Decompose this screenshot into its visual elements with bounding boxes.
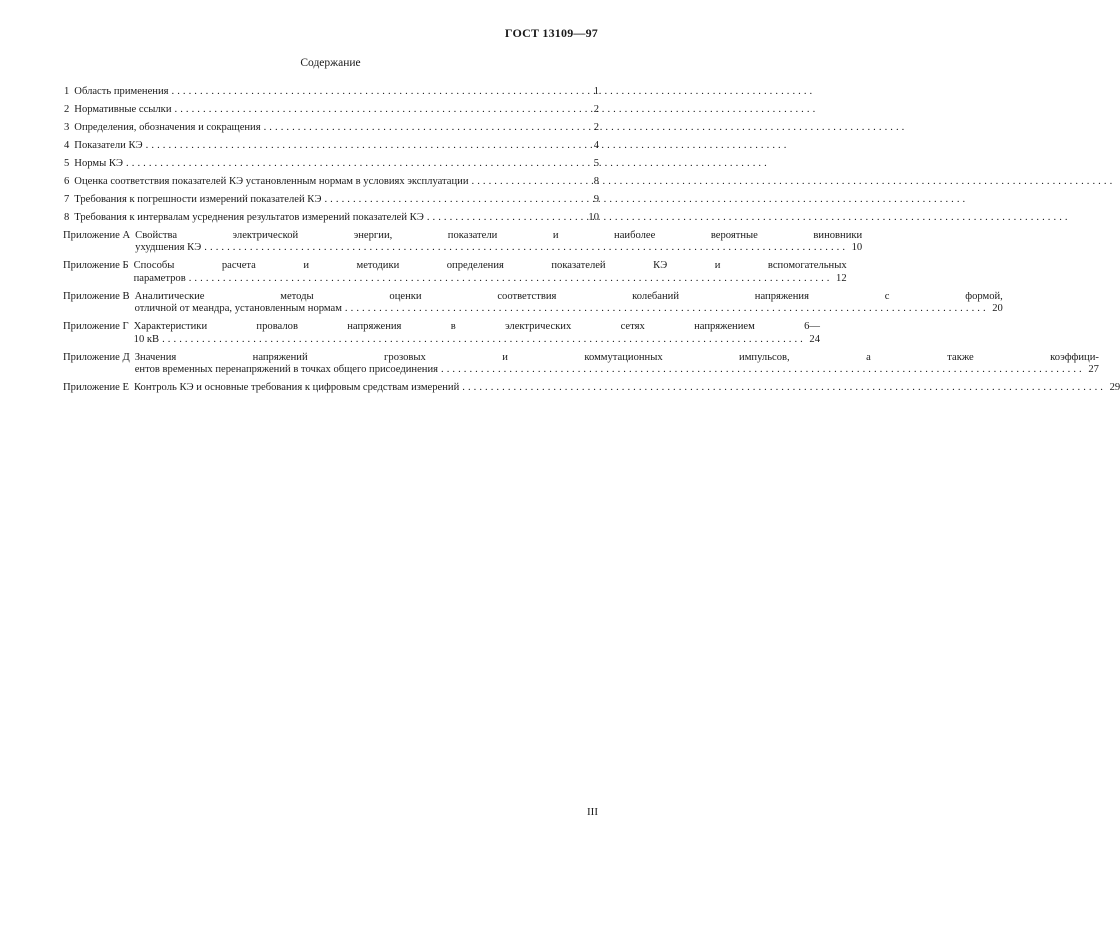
toc-appendix-entry[interactable] — [63, 321, 821, 346]
toc-leader-dots — [204, 242, 845, 254]
toc-leader-dots — [324, 194, 582, 206]
appendix-title-line1: Способы расчета и методики определения показателей КЭ и вспомогательных — [133, 260, 847, 272]
toc-leader-dots — [462, 382, 1103, 394]
toc-entry[interactable] — [63, 104, 599, 116]
toc-entry-number: 3 — [64, 122, 70, 133]
toc-entry-title: Область применения — [74, 86, 169, 97]
toc-entry[interactable] — [63, 194, 599, 206]
appendix-body — [135, 352, 1099, 377]
toc-entry-page: 24 — [809, 333, 821, 345]
appendix-title-line2-row — [135, 303, 1003, 315]
toc-title: Содержание — [300, 57, 361, 69]
toc-leader-dots — [427, 212, 582, 224]
table-of-contents — [63, 86, 1120, 400]
appendix-title-line2: ухудшения КЭ — [135, 242, 202, 254]
toc-entry-number: 6 — [64, 176, 70, 187]
appendix-body — [135, 230, 862, 255]
toc-entry-number: 2 — [64, 104, 70, 115]
toc-entry-page: 10 — [851, 242, 863, 254]
appendix-title-line2: ентов временных перенапряжений в точках общего присоединения — [134, 364, 438, 376]
toc-entry-page: 29 — [1109, 382, 1120, 394]
toc-leader-dots — [264, 122, 582, 134]
toc-entry-page: 2 — [593, 122, 599, 133]
toc-leader-dots — [345, 303, 986, 315]
toc-entry-page: 2 — [593, 104, 599, 115]
appendix-title-line2-row — [135, 364, 1099, 376]
toc-entry-number: 1 — [64, 86, 70, 97]
appendix-label: Приложение А — [63, 230, 131, 241]
toc-entry-page: 9 — [593, 194, 599, 205]
toc-entry-title: Определения, обозначения и сокращения — [74, 122, 261, 133]
appendix-title-line2-row — [135, 242, 862, 254]
appendix-label: Приложение Г — [63, 321, 129, 333]
toc-entry-number: 7 — [64, 194, 70, 205]
appendix-label: Приложение Д — [63, 351, 130, 363]
toc-entry-page: 27 — [1088, 364, 1099, 376]
toc-entry-page: 12 — [836, 272, 847, 284]
toc-entry-title: Требования к погрешности измерений показателей КЭ — [74, 194, 322, 205]
toc-appendix-entry[interactable] — [63, 290, 1003, 316]
appendix-title-line2: 10 кВ — [133, 333, 160, 345]
appendix-body — [135, 291, 1003, 316]
appendix-label: Приложение Б — [63, 260, 129, 272]
appendix-title-line1: Свойства электрической энергии, показатели и наиболее вероятные виновники — [135, 230, 863, 241]
toc-entry-page: 1 — [593, 86, 599, 97]
page-number: III — [587, 806, 598, 818]
toc-entry-page: 8 — [593, 176, 599, 187]
appendix-title-line1: Контроль КЭ и основные требования к цифровым средствам измерений — [133, 382, 460, 394]
toc-entry-page: 20 — [992, 303, 1003, 315]
appendix-title-line1: Аналитические методы оценки соответствия колебаний напряжения с формой, — [134, 290, 1003, 302]
appendix-body — [134, 321, 820, 346]
toc-entry-number: 4 — [64, 140, 70, 151]
toc-appendix-entry[interactable] — [63, 351, 1099, 377]
appendix-body — [134, 260, 847, 285]
toc-entry[interactable] — [63, 212, 599, 224]
toc-leader-dots — [175, 104, 582, 116]
toc-entry-title: Оценка соответствия показателей КЭ установленным нормам в условиях эксплуатации — [74, 176, 469, 187]
toc-leader-dots — [472, 176, 582, 188]
toc-leader-dots — [441, 364, 1082, 376]
appendix-single-row — [134, 382, 1120, 394]
toc-entry-number: 8 — [64, 212, 70, 223]
appendix-title-line2-row — [134, 273, 847, 285]
toc-entry-page: 10 — [588, 212, 599, 223]
toc-entry-page: 4 — [593, 140, 599, 151]
toc-leader-dots — [172, 86, 583, 98]
toc-entry[interactable] — [63, 122, 599, 134]
toc-entry-title: Нормы КЭ — [74, 158, 124, 169]
toc-entry[interactable] — [63, 176, 599, 188]
toc-entry-title: Нормативные ссылки — [74, 104, 172, 115]
toc-entry[interactable] — [63, 140, 599, 152]
toc-appendix-entry[interactable] — [63, 382, 1120, 394]
toc-appendix-entry[interactable] — [63, 260, 847, 285]
toc-entry-title: Показатели КЭ — [74, 140, 143, 151]
document-code: ГОСТ 13109—97 — [504, 26, 598, 40]
appendix-label: Приложение В — [63, 290, 130, 302]
toc-entry[interactable] — [63, 158, 599, 170]
appendix-title-line1: Характеристики провалов напряжения в электрических сетях напряжением 6— — [133, 321, 821, 333]
toc-entry-page: 5 — [593, 158, 599, 169]
toc-entry[interactable] — [63, 86, 599, 98]
toc-leader-dots — [146, 140, 582, 152]
toc-appendix-entry[interactable] — [63, 230, 863, 255]
appendix-title-line1: Значения напряжений грозовых и коммутационных импульсов, а также коэффици- — [134, 351, 1099, 363]
appendix-title-line2-row — [134, 334, 820, 346]
toc-entry-title: Требования к интервалам усреднения результатов измерений показателей КЭ — [74, 212, 424, 223]
toc-leader-dots — [189, 273, 830, 285]
appendix-title-line2: параметров — [133, 272, 186, 284]
toc-entry-number: 5 — [64, 158, 70, 169]
appendix-title-line2: отличной от меандра, установленным нормам — [134, 303, 342, 315]
toc-leader-dots — [126, 158, 582, 170]
appendix-label: Приложение Е — [63, 382, 129, 394]
toc-leader-dots — [162, 334, 803, 346]
